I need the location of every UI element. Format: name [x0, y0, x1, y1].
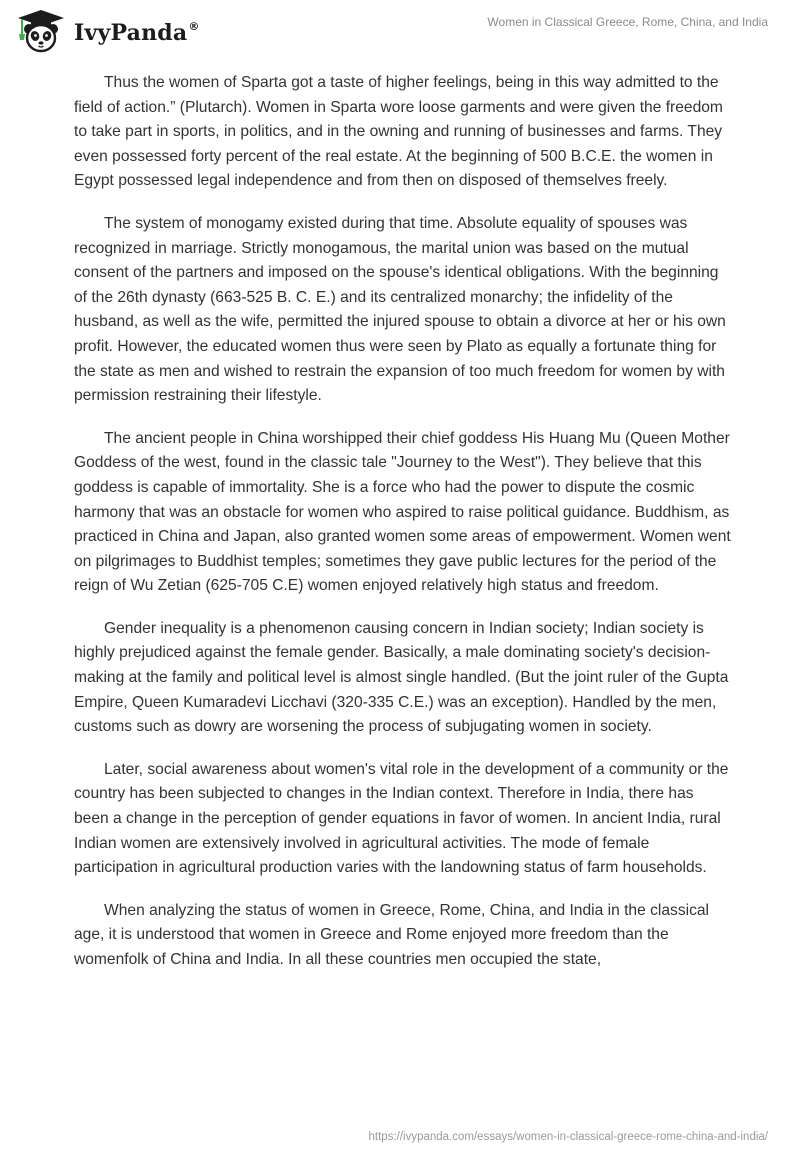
source-url[interactable]: https://ivypanda.com/essays/women-in-classical-greece-rome-china-and-india/: [368, 1131, 768, 1143]
paragraph-social-awareness: Later, social awareness about women's vital role in the development of a community or the country has been subjected to changes in the Indian context. Therefore in India, there has been a change in the perception of gender equations in favor of women. In ancient India, rural Indian women are extensively involved in agricultural activities. The mode of female participation in agricultural production varies with the landowning status of farm households.: [74, 760, 729, 877]
document-title: Women in Classical Greece, Rome, China, and India: [487, 15, 768, 29]
panda-graduate-icon: [14, 8, 68, 54]
paragraph-sparta-egypt: Thus the women of Sparta got a taste of higher feelings, being in this way admitted to the field of action.” (Plutarch). Women in Sparta wore loose garments and were given the freedom to take part in sports, in politics, and in the owning and running of businesses and farms. They even possessed forty percent of the real estate. At the beginning of 500 B.C.E. the women in Egypt possessed legal independence and from then on disposed of themselves freely.: [74, 74, 723, 190]
registered-mark: ®: [188, 20, 200, 33]
page-header: [0, 0, 800, 60]
paragraph-gender-inequality: Gender inequality is a phenomenon causing concern in Indian society; Indian society is highly prejudiced against the female gender. Basically, a male dominating society's decision-making at the family and political level is almost single handled. (But the joint ruler of the Gupta Empire, Queen Kumaradevi Licchavi (320-335 C.E.) was an exception). Handled by the men, customs such as dowry are worsening the process of subjugating women in society.: [74, 619, 729, 736]
logo-wordmark: IvyPanda: [74, 20, 188, 46]
paragraph-china: The ancient people in China worshipped their chief goddess His Huang Mu (Queen Mother Goddess of the west, found in the classic tale "Journey to the West"). They believe that this goddess is capable of immortality. She is a force who had the power to dispute the cosmic harmony that was an obstacle for women who aspired to raise political guidance. Buddhism, as practiced in China and Japan, also granted women some areas of empowerment. Women went on pilgrimages to Buddhist temples; sometimes they gave public lectures for the period of the reign of Wu Zetian (625-705 C.E) women enjoyed relatively high status and freedom.: [74, 429, 731, 595]
paragraph-analysis: When analyzing the status of women in Greece, Rome, China, and India in the classical age, it is understood that women in Greece and Rome enjoyed more freedom than the womenfolk of China and India. In all these countries men occupied the state,: [74, 901, 710, 968]
logo-text: [74, 20, 200, 46]
paragraph-monogamy: The system of monogamy existed during that time. Absolute equality of spouses was recognized in marriage. Strictly monogamous, the marital union was based on the mutual consent of the partners and imposed on the spouse's identical obligations. With the beginning of the 26th dynasty (663-525 B. C. E.) and its centralized monarchy; the infidelity of the husband, as well as the wife, permitted the injured spouse to obtain a divorce at her or his own profit. However, the educated women thus were seen by Plato as equally a fortunate thing for the state as men and wished to restrain the expansion of too much freedom for women by with permission restraining their lifestyle.: [74, 214, 726, 405]
essay-body: [74, 71, 732, 991]
ivypanda-logo[interactable]: [14, 8, 200, 54]
